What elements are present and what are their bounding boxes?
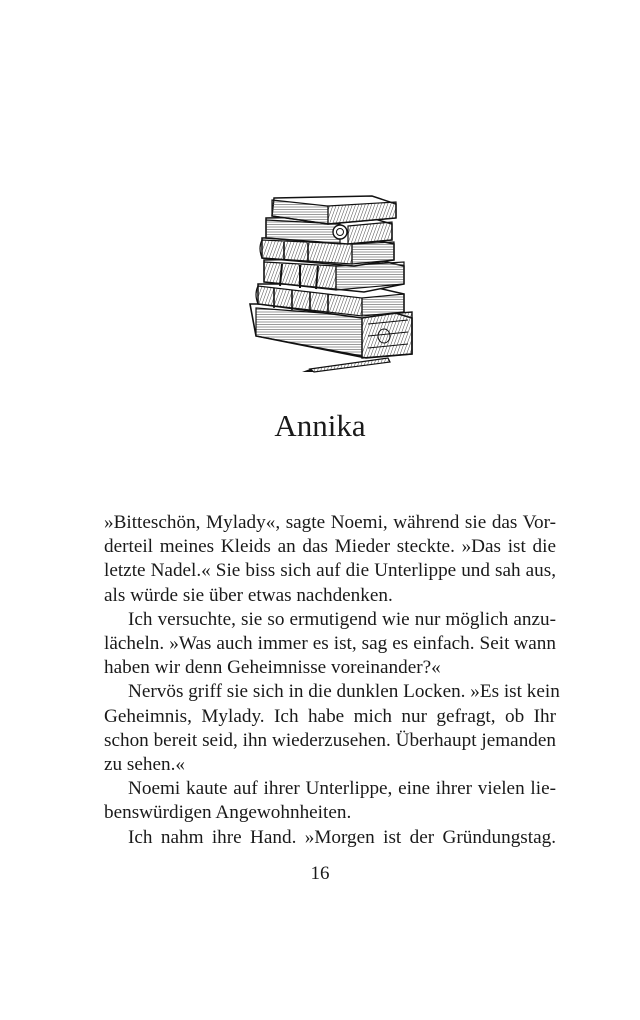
- paragraph: [104, 826, 556, 850]
- chapter-title: Annika: [274, 408, 366, 443]
- text-line: schon bereit seid, ihn wiederzusehen. Überhaupt jemanden: [104, 729, 556, 751]
- text-line: zu sehen.«: [104, 754, 185, 776]
- paragraph: [104, 777, 556, 825]
- text-line: Noemi kaute auf ihrer Unterlippe, eine ihrer vielen lie-: [128, 778, 556, 800]
- text-line: als würde sie über etwas nachdenken.: [104, 584, 393, 606]
- body-text: [104, 511, 560, 850]
- text-line: benswürdigen Angewohnheiten.: [104, 802, 352, 824]
- paragraph: [104, 608, 556, 681]
- text-line: haben wir denn Geheimnisse voreinander?«: [104, 657, 441, 679]
- text-line: »Bitteschön, Mylady«, sagte Noemi, während sie das Vor-: [104, 512, 556, 533]
- paragraph: [104, 511, 556, 608]
- page-number: 16: [310, 863, 330, 884]
- text-line: lächeln. »Was auch immer es ist, sag es einfach. Seit wann: [104, 633, 556, 655]
- paragraph: [104, 680, 560, 777]
- text-line: Geheimnis, Mylady. Ich habe mich nur gefragt, ob Ihr: [104, 705, 556, 727]
- book-stack-icon: [244, 186, 420, 376]
- text-line: Nervös griff sie sich in die dunklen Locken. »Es ist kein: [128, 681, 560, 703]
- text-line: derteil meines Kleids an das Mieder steckte. »Das ist die: [104, 536, 556, 558]
- text-line: Ich versuchte, sie so ermutigend wie nur möglich anzu-: [128, 608, 556, 630]
- text-line: letzte Nadel.« Sie biss sich auf die Unterlippe und sah aus,: [104, 560, 556, 582]
- text-line: Ich nahm ihre Hand. »Morgen ist der Gründungstag.: [128, 826, 556, 848]
